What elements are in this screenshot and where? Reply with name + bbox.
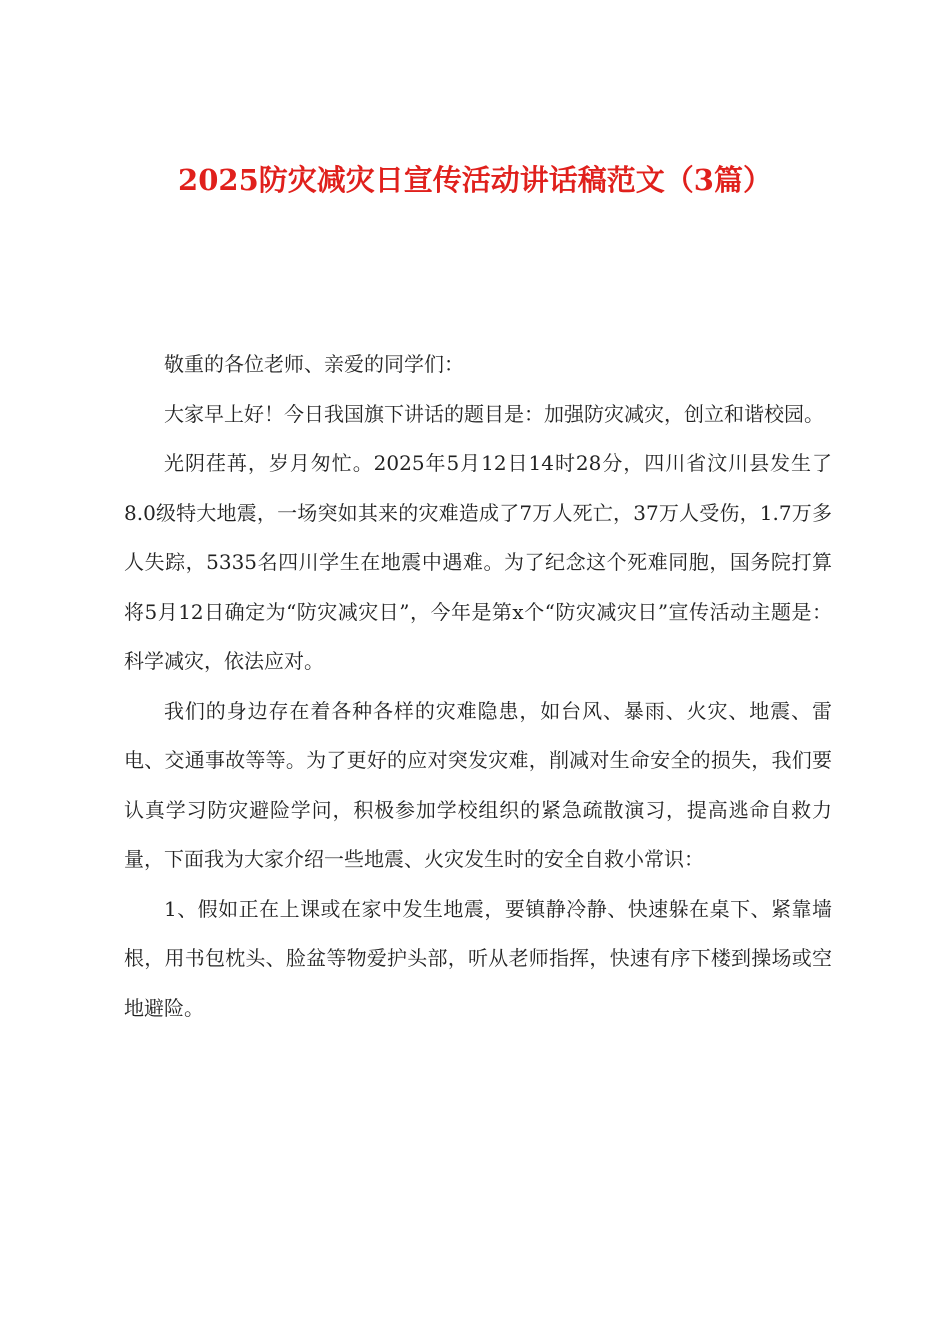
paragraph-hazards: 我们的身边存在着各种各样的灾难隐患，如台风、暴雨、火灾、地震、雷电、交通事故等等。为了更好的应对突发灾难，削减对生命安全的损失，我们要认真学习防灾避险学问，积极参加学校组织的紧急疏散演习，提高逃命自救力量，下面我为大家介绍一些地震、火灾发生时的安全自救小常识：	[124, 698, 832, 871]
paragraph-greeting: 敬重的各位老师、亲爱的同学们：	[164, 352, 464, 376]
document-title: 2025防灾减灾日宣传活动讲话稿范文（3篇）	[178, 163, 772, 197]
paragraph-history: 光阴荏苒，岁月匆忙。2025年5月12日14时28分，四川省汶川县发生了8.0级特大地震，一场突如其来的灾难造成了7万人死亡，37万人受伤，1.7万多人失踪，5335名四川学生在地震中遇难。为了纪念这个死难同胞，国务院打算将5月12日确定为“防灾减灾日”，今年是第x个“防灾减灾日”宣传活动主题是：科学减灾，依法应对。	[124, 451, 832, 673]
paragraph-topic: 大家早上好！今日我国旗下讲话的题目是：加强防灾减灾，创立和谐校园。	[164, 401, 824, 426]
document-body	[124, 340, 832, 1033]
paragraph-tip-1: 1、假如正在上课或在家中发生地震，要镇静冷静、快速躲在桌下、紧靠墙根，用书包枕头、脸盆等物爱护头部，听从老师指挥，快速有序下楼到操场或空地避险。	[124, 896, 832, 1020]
